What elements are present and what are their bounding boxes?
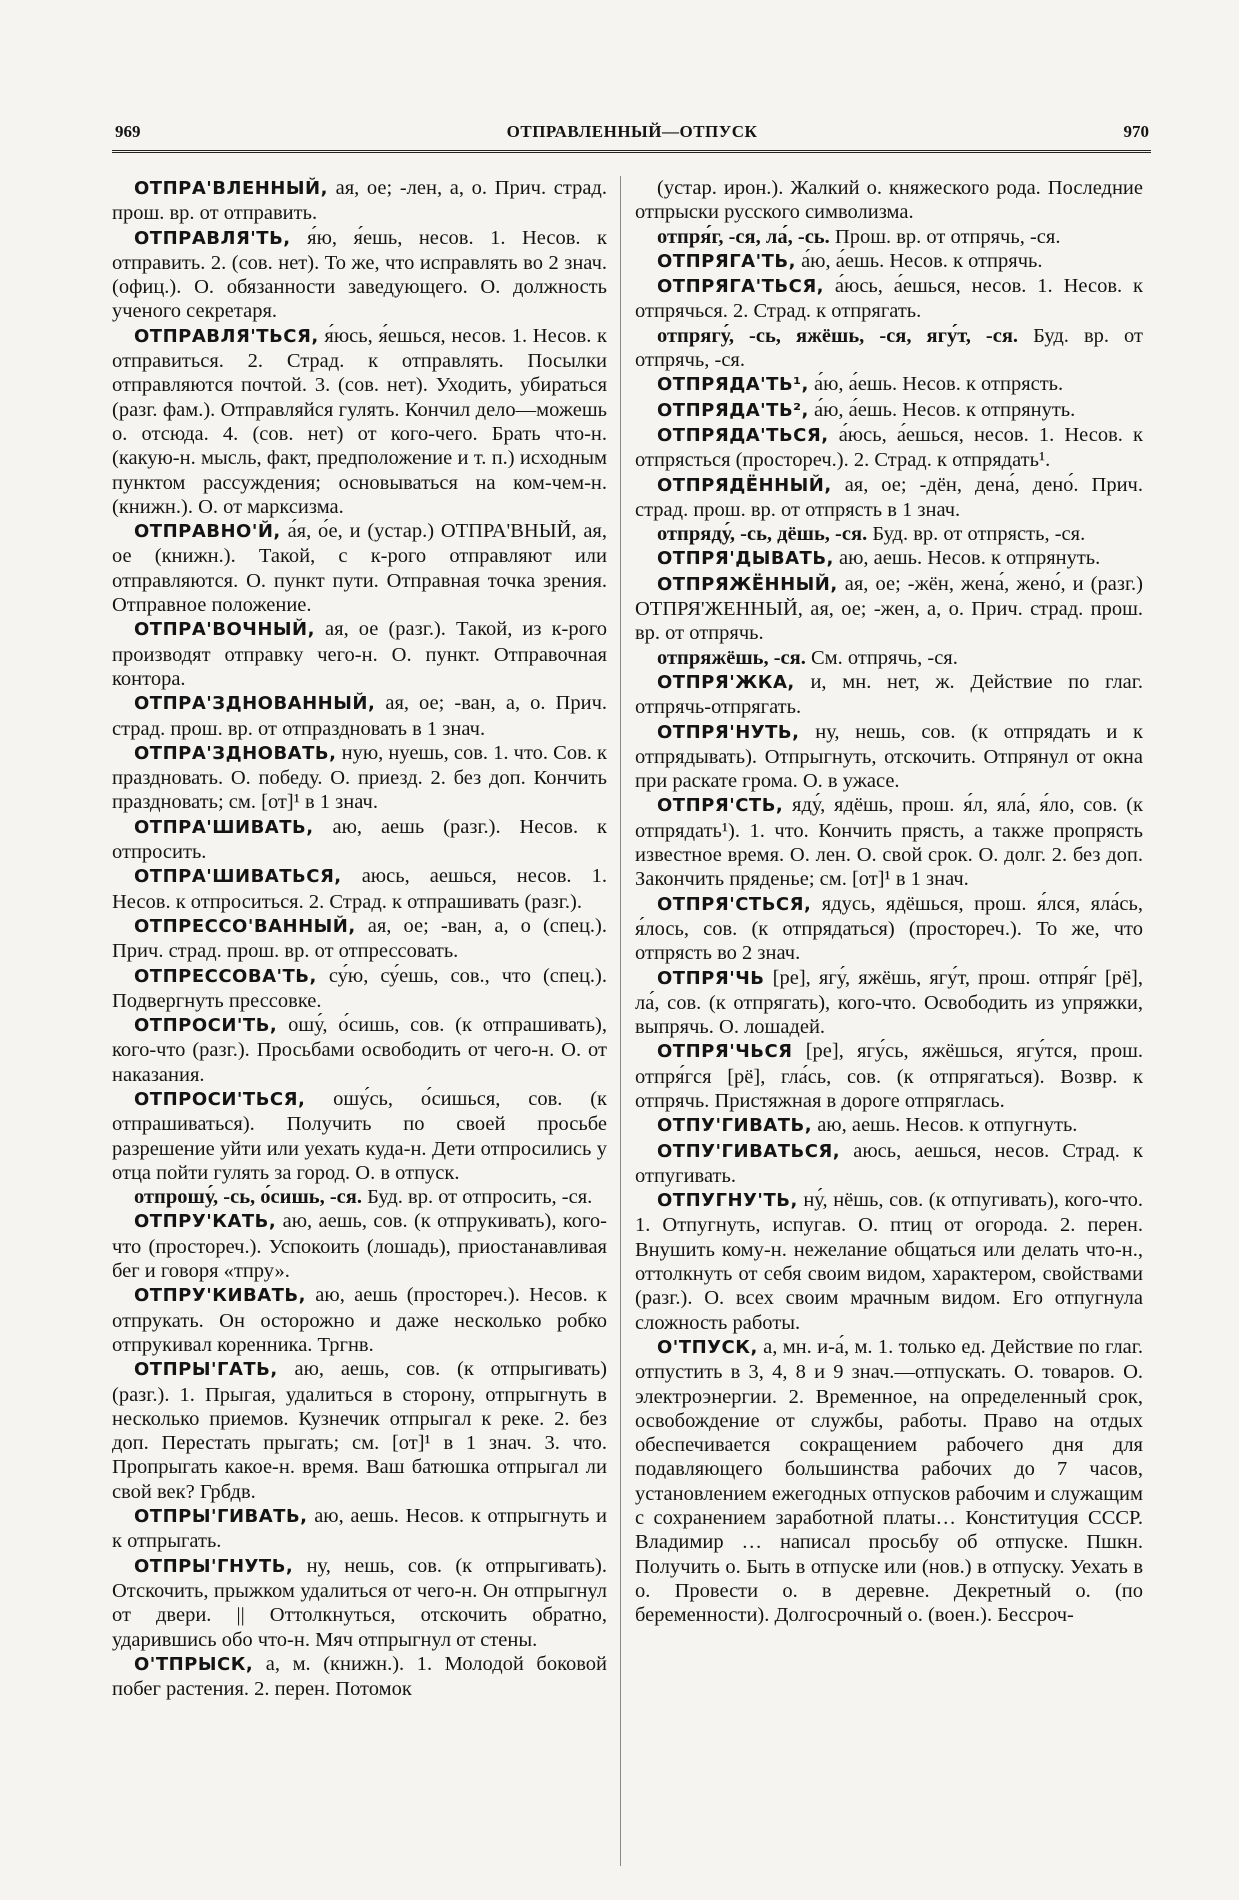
entry-definition: Прош. вр. от отпрячь, -ся. <box>829 225 1061 248</box>
dictionary-entry <box>112 691 607 741</box>
entry-headword: ОТПРУ'КИВАТЬ, <box>134 1285 306 1307</box>
entry-headword: ОТПУ'ГИВАТЬ, <box>657 1115 813 1137</box>
entry-headword: ОТПРЯДА'ТЬСЯ, <box>657 424 829 446</box>
entry-definition: аю, аешь. Несов. к отпрыгнуть и к отпрыгать. <box>112 1505 607 1553</box>
entry-definition: ая, ое; -жён, жена́, жено́, и (разг.) ОТПРЯ'ЖЕННЫЙ, ая, ое; -жен, а, о. Прич. страд. прош. вр. от отпрячь. <box>635 572 1143 645</box>
entry-headword: ОТПРА'ЗДНОВАТЬ, <box>134 742 337 764</box>
dictionary-entry <box>112 324 607 519</box>
dictionary-entry <box>112 617 607 691</box>
dictionary-entry <box>112 864 607 914</box>
entry-form: отпря́г, -ся, ла́, -сь. <box>657 225 830 248</box>
entry-headword: ОТПРЯГА'ТЬСЯ, <box>657 276 825 298</box>
entry-headword: О'ТПУСК, <box>657 1336 758 1358</box>
dictionary-entry <box>635 176 1143 225</box>
dictionary-entry <box>112 1554 607 1652</box>
entry-definition: и, мн. нет, ж. Действие по глаг. отпрячь-отпрягать. <box>635 670 1143 719</box>
entry-headword: ОТПУГНУ'ТЬ, <box>657 1190 798 1212</box>
dictionary-entry <box>112 1013 607 1087</box>
entry-headword: ОТПРЯДА'ТЬ¹, <box>657 374 809 396</box>
entry-definition: ну, нешь, сов. (к отпрядать и к отпрядывать). Отпрыгнуть, отскочить. Отпрянул от окна при раскате грома. О. в ужасе. <box>635 720 1143 793</box>
dictionary-entry <box>112 964 607 1014</box>
dictionary-entry <box>112 1185 607 1209</box>
entry-definition: а́я, о́е, и (устар.) ОТПРА'ВНЫЙ, ая, ое (книжн.). Такой, с к-рого отправляют или отправляются. О. пункт пути. Отправная точка зрения. Отправное положение. <box>112 520 607 617</box>
dictionary-entry <box>112 1504 607 1554</box>
dictionary-entry <box>112 1652 607 1702</box>
entry-headword: ОТПРЯДЁННЫЙ, <box>657 474 832 496</box>
entry-definition: Буд. вр. от отпрясть, -ся. <box>867 523 1086 546</box>
entry-definition: [ре], ягу́сь, яжёшься, ягу́тся, прош. отпря́гся [рё], гла́сь, сов. (к отпрягаться). Возвр. к отпрячь. Пристяжная в дороге отпряглась. <box>635 1040 1143 1112</box>
entry-definition: аюсь, аешься, несов. Страд. к отпугивать. <box>635 1139 1143 1187</box>
entry-definition: я́ю, я́ешь, несов. 1. Несов. к отправить. 2. (сов. нет). То же, что исправлять во 2 знач. (офиц.). О. обязанности заведующего. О. должность ученого секретаря. <box>112 226 607 323</box>
entry-headword: ОТПРА'ВЛЕННЫЙ, <box>134 178 328 199</box>
entry-headword: ОТПРАВЛЯ'ТЬ, <box>134 227 291 249</box>
dictionary-entry <box>635 398 1143 423</box>
entry-headword: ОТПРЫ'ГНУТЬ, <box>134 1555 294 1577</box>
entry-definition: аю, аешь (разг.). Несов. к отпросить. <box>112 815 607 864</box>
entry-definition: аю, аешь (простореч.). Несов. к отпрукать. Он осторожно и даже несколько робко отпрукивал коренника. Тргнв. <box>112 1284 607 1356</box>
dictionary-entry <box>112 519 607 617</box>
entry-definition: аю, аешь. Несов. к отпрянуть. <box>833 547 1101 570</box>
dictionary-entry <box>635 670 1143 720</box>
entry-headword: ОТПРОСИ'ТЬ, <box>134 1015 278 1037</box>
dictionary-entry <box>112 815 607 865</box>
entry-definition: Буд. вр. от отпросить, -ся. <box>361 1186 593 1209</box>
entry-form: отпрошу́, -сь, о́сишь, -ся. <box>134 1186 362 1209</box>
entry-definition: а́юсь, а́ешься, несов. 1. Несов. к отпрячься. 2. Страд. к отпрягать. <box>635 275 1143 323</box>
entry-headword: ОТПРЯ'СТЬСЯ, <box>657 893 812 915</box>
entry-definition: ая, ое (разг.). Такой, из к-рого производят отправку чего-н. О. пункт. Отправочная контора. <box>112 618 607 690</box>
entry-definition: ая, ое; -дён, дена́, дено́. Прич. страд. прош. вр. от отпрясть в 1 знач. <box>635 473 1143 521</box>
entry-headword: ОТПРЯ'ЖКА, <box>657 671 795 693</box>
dictionary-entry <box>635 274 1143 324</box>
entry-definition: а, м. (книжн.). 1. Молодой боковой побег растения. 2. перен. Потомок <box>112 1652 607 1701</box>
entry-definition: ая, ое; -ван, а, о. Прич. страд. прош. вр. от отпраздновать в 1 знач. <box>112 692 607 740</box>
dictionary-entry <box>635 646 1143 670</box>
column-divider <box>620 176 621 1866</box>
dictionary-entry <box>635 324 1143 373</box>
dictionary-entry <box>112 741 607 815</box>
entry-definition: (устар. ирон.). Жалкий о. княжеского рода. Последние отпрыски русского символизма. <box>635 177 1143 224</box>
running-title: ОТПРАВЛЕННЫЙ—ОТПУСК <box>506 122 758 141</box>
entry-headword: ОТПРЯЖЁННЫЙ, <box>657 573 838 595</box>
right-column <box>635 176 1143 1876</box>
entry-headword: ОТПРЯ'ЧЬСЯ <box>657 1041 793 1063</box>
dictionary-entry <box>112 226 607 324</box>
entry-headword: ОТПРА'ЗДНОВАННЫЙ, <box>134 693 376 715</box>
entry-headword: ОТПРЯ'СТЬ, <box>657 795 784 817</box>
left-column <box>112 176 607 1876</box>
entry-definition: аю, аешь, сов. (к отпрыгивать) (разг.). 1. Прыгая, удалиться в сторону, отпрыгнуть в несколько приемов. Кузнечик отпрыгал к реке. 2. без доп. Перестать прыгать; см. [от]¹ в 1 знач. 3. что. Пропрыгать какое-н. время. Ваш батюшка отпрыгал ли свой век? Грбдв. <box>112 1358 607 1503</box>
entry-headword: ОТПРЯГА'ТЬ, <box>657 250 796 272</box>
entry-headword: ОТПРА'ШИВАТЬСЯ, <box>134 866 342 888</box>
entry-headword: ОТПРЯ'ДЫВАТЬ, <box>657 548 834 570</box>
entry-definition: ошу́, о́сишь, сов. (к отпрашивать), кого-что (разг.). Просьбами освободить от чего-н. О. от наказания. <box>112 1014 607 1086</box>
dictionary-entry <box>112 914 607 964</box>
entry-headword: ОТПРОСИ'ТЬСЯ, <box>134 1088 306 1110</box>
page-number-right: 970 <box>1123 122 1149 141</box>
dictionary-entry <box>635 572 1143 646</box>
dictionary-entry <box>635 423 1143 473</box>
entry-definition: Буд. вр. от отпрячь, -ся. <box>635 324 1143 372</box>
header-rule <box>112 150 1151 153</box>
entry-definition: су́ю, су́ешь, сов., что (спец.). Подвергнуть прессовке. <box>112 964 607 1012</box>
entry-headword: ОТПРУ'КАТЬ, <box>134 1211 277 1233</box>
dictionary-entry <box>635 372 1143 397</box>
entry-definition: яду́, ядёшь, прош. я́л, яла́, я́ло, сов. (к отпрядать¹). 1. что. Кончить прясть, а также пропрясть известное время. О. лен. О. свой срок. О. долг. 2. без доп. Закончить пряденье; см. [от]¹ в 1 знач. <box>635 794 1143 891</box>
dictionary-entry <box>112 1087 607 1185</box>
dictionary-entry <box>112 1357 607 1504</box>
running-header <box>115 122 1149 152</box>
entry-definition: а́ю, а́ешь. Несов. к отпрясть. <box>808 373 1064 396</box>
entry-headword: ОТПРЫ'ГИВАТЬ, <box>134 1506 308 1528</box>
entry-definition: ая, ое; -лен, а, о. Прич. страд. прош. вр. от отправить. <box>112 177 607 225</box>
entry-definition: ядусь, ядёшься, прош. я́лся, яла́сь, я́лось, сов. (к отпрядаться) (простореч.). То же, что отпрясть во 2 знач. <box>635 892 1143 965</box>
entry-form: отпрягу́, -сь, яжёшь, -ся, ягу́т, -ся. <box>657 324 1019 347</box>
dictionary-entry <box>635 1188 1143 1335</box>
dictionary-entry <box>112 1283 607 1357</box>
entry-headword: ОТПУ'ГИВАТЬСЯ, <box>657 1140 841 1162</box>
entry-headword: ОТПРЕССО'ВАННЫЙ, <box>134 915 356 937</box>
entry-headword: ОТПРАВНО'Й, <box>134 521 281 543</box>
entry-form: отпряжёшь, -ся. <box>657 646 806 669</box>
dictionary-entry <box>635 1139 1143 1189</box>
entry-definition: ошу́сь, о́сишься, сов. (к отпрашиваться). Получить по своей просьбе разрешение уйти или уехать куда-н. Дети отпросились у отца пойти гулять за город. О. в отпуск. <box>112 1087 607 1184</box>
entry-headword: О'ТПРЫСК, <box>134 1653 254 1675</box>
dictionary-entry <box>635 1335 1143 1628</box>
entry-definition: а́юсь, а́ешься, несов. 1. Несов. к отпрясться (простореч.). 2. Страд. к отпрядать¹. <box>635 423 1143 472</box>
entry-definition: ая, ое; -ван, а, о (спец.). Прич. страд. прош. вр. от отпрессовать. <box>112 914 607 963</box>
entry-headword: ОТПРА'ШИВАТЬ, <box>134 816 314 838</box>
entry-headword: ОТПРЯДА'ТЬ², <box>657 399 809 421</box>
entry-definition: [ре], ягу́, яжёшь, ягу́т, прош. отпря́г [рё], ла́, сов. (к отпрягать), кого-что. Освободить из упряжки, выпрячь. О. лошадей. <box>635 966 1143 1039</box>
entry-definition: аюсь, аешься, несов. 1. Несов. к отпроситься. 2. Страд. к отпрашивать (разг.). <box>112 865 607 913</box>
entry-definition: ную, нуешь, сов. 1. что. Сов. к праздновать. О. победу. О. приезд. 2. без доп. Кончить праздновать; см. [от]¹ в 1 знач. <box>112 741 607 814</box>
dictionary-entry <box>635 225 1143 249</box>
dictionary-entry <box>112 176 607 226</box>
dictionary-entry <box>635 720 1143 794</box>
entry-headword: ОТПРЕССОВА'ТЬ, <box>134 965 317 987</box>
dictionary-entry <box>635 522 1143 546</box>
dictionary-entry <box>635 892 1143 966</box>
entry-headword: ОТПРЫ'ГАТЬ, <box>134 1359 278 1381</box>
entry-definition: См. отпрячь, -ся. <box>805 646 958 669</box>
entry-definition: а́ю, а́ешь. Несов. к отпрячь. <box>795 249 1043 272</box>
entry-headword: ОТПРАВЛЯ'ТЬСЯ, <box>134 325 319 347</box>
dictionary-entry <box>635 793 1143 891</box>
entry-headword: ОТПРЯ'НУТЬ, <box>657 721 800 743</box>
entry-form: отпряду́, -сь, дёшь, -ся. <box>657 523 868 546</box>
entry-definition: аю, аешь. Несов. к отпугнуть. <box>812 1114 1078 1137</box>
dictionary-entry <box>112 1209 607 1283</box>
entry-definition: ну, нешь, сов. (к отпрыгивать). Отскочить, прыжком удалиться от чего-н. Он отпрыгнул от двери. || Оттолкнуться, отскочить обратно, ударившись обо что-н. Мяч отпрыгнул от стены. <box>112 1554 607 1651</box>
entry-definition: а, мн. и-а́, м. 1. только ед. Действие по глаг. отпустить в 3, 4, 8 и 9 знач.—отпускать. О. товаров. О. электроэнергии. 2. Временное, на определенный срок, освобождение от службы, работы. Право на отдых обеспечивается сокращением рабочего дня для подавляющего большинства рабочих до 7 часов, установлением ежегодных отпусков рабочим и служащим с сохранением заработной платы… Конституция СССР. Владимир … написал просьбу об отпуске. Пшкн. Получить о. Быть в отпуске или (нов.) в отпуску. Уехать в о. Провести о. в деревне. Декретный о. (по беременности). Долгосрочный о. (воен.). Бессроч- <box>635 1335 1143 1627</box>
dictionary-entry <box>635 1039 1143 1113</box>
dictionary-entry <box>635 249 1143 274</box>
entry-definition: я́юсь, я́ешься, несов. 1. Несов. к отправиться. 2. Страд. к отправлять. Посылки отправляются почтой. 3. (сов. нет). Уходить, убираться (разг. фам.). Отправляйся гулять. Кончил дело—можешь о. отсюда. 4. (сов. нет) от кого-чего. Брать что-н. (какую-н. мысль, факт, предположение и т. п.) исходным пунктом рассуждения; основываться на ком-чем-н. (книжн.). О. от марксизма. <box>112 324 607 518</box>
entry-headword: ОТПРА'ВОЧНЫЙ, <box>134 619 315 641</box>
entry-definition: а́ю, а́ешь. Несов. к отпрянуть. <box>808 398 1076 421</box>
entry-definition: аю, аешь, сов. (к отпрукивать), кого-что (простореч.). Успокоить (лошадь), приостанавливая бег и говоря «тпру». <box>112 1210 607 1283</box>
dictionary-entry <box>635 546 1143 571</box>
page-number-left: 969 <box>115 122 141 141</box>
dictionary-entry <box>635 1113 1143 1138</box>
dictionary-entry <box>635 473 1143 523</box>
entry-definition: ну́, нёшь, сов. (к отпугивать), кого-что. 1. Отпугнуть, испугав. О. птиц от огорода. 2. перен. Внушить кому-н. нежелание общаться или делать что-н., оттолкнуть от себя своим видом, характером, свойствами (разг.). О. всех своим мрачным видом. Его отпугнула сложность работы. <box>635 1189 1143 1334</box>
entry-headword: ОТПРЯ'ЧЬ <box>657 967 765 989</box>
dictionary-entry <box>635 966 1143 1040</box>
